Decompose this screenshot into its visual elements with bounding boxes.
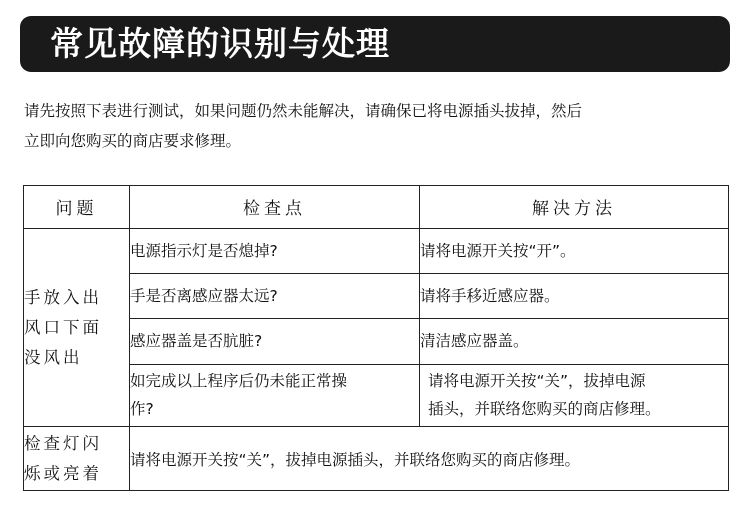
checkpoint-line: 如完成以上程序后仍未能正常操 [130,372,348,391]
table-row [24,427,729,491]
symptom-line: 没风出 [24,347,83,367]
table-row [24,228,729,273]
symptom-line: 手放入出 [24,287,102,307]
solution-line: 插头，并联络您购买的商店修理。 [428,400,661,419]
header-solution: 解决方法 [420,186,729,229]
page-title: 常见故障的识别与处理 [50,24,390,63]
intro-paragraph [24,96,736,156]
table-header-row [24,186,729,229]
solution-cell [420,364,729,427]
solution-cell: 清洁感应器盖。 [420,318,729,364]
header-problem: 问题 [24,186,130,229]
symptom-line: 检查灯闪 [24,433,102,453]
solution-cell: 请将手移近感应器。 [420,273,729,318]
symptom-line: 风口下面 [24,317,102,337]
intro-line: 请先按照下表进行测试，如果问题仍然未能解决，请确保已将电源插头拔掉，然后 [24,102,583,120]
symptom-line: 烁或亮着 [24,463,102,483]
table-row [24,273,729,318]
header-checkpoint: 检查点 [130,186,420,229]
title-banner [20,16,730,72]
checkpoint-cell: 电源指示灯是否熄掉? [130,228,420,273]
troubleshooting-table [23,185,729,491]
checkpoint-cell: 手是否离感应器太远? [130,273,420,318]
solution-line: 请将电源开关按“关”，拔掉电源 [428,372,646,391]
checkpoint-line: 作? [130,400,154,419]
intro-line: 立即向您购买的商店要求修理。 [24,132,242,150]
checkpoint-cell [130,364,420,427]
checkpoint-cell: 感应器盖是否肮脏? [130,318,420,364]
solution-cell-wide: 请将电源开关按“关”，拔掉电源插头，并联络您购买的商店修理。 [130,427,729,491]
symptom-cell [24,427,130,491]
solution-cell: 请将电源开关按“开”。 [420,228,729,273]
symptom-cell [24,228,130,426]
table-row [24,318,729,364]
table-row [24,364,729,427]
